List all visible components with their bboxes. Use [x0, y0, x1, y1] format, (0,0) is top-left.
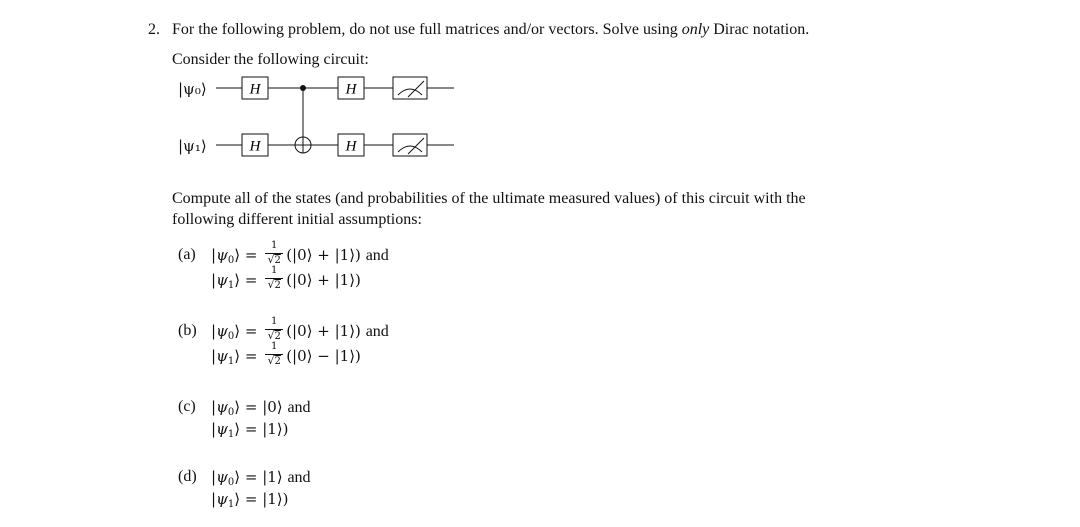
frac-one-over-root-two: $\frac{1}{√2}$	[263, 270, 285, 290]
part-b-psi0-eq: $|\psi_0⟩$ = $\frac{1}{√2}$ (|0⟩ + |1⟩) and	[211, 316, 389, 342]
part-c-label: (c)	[178, 398, 196, 415]
frac-one-over-root-two: $\frac{1}{√2}$	[263, 245, 285, 265]
part-d-label: (d)	[178, 468, 197, 485]
compute-line-2: following different initial assumptions:	[172, 211, 422, 228]
circuit-input-psi1: |ψ₁⟩	[178, 137, 207, 155]
gate-label-h2: H	[249, 138, 261, 155]
part-a-psi0-eq: $|\psi_0⟩$ = $\frac{1}{√2}$ (|0⟩ + |1⟩) and	[211, 240, 389, 266]
compute-line-1: Compute all of the states (and probabilities of the ultimate measured values) of this circuit with the	[172, 190, 806, 207]
part-a-psi1-eq: $|\psi_1⟩$ = $\frac{1}{√2}$ (|0⟩ + |1⟩)	[211, 265, 361, 291]
part-d-psi1-eq: $|\psi_1⟩$ = |1⟩)	[211, 490, 289, 510]
part-b-psi1-eq: $|\psi_1⟩$ = $\frac{1}{√2}$ (|0⟩ − |1⟩)	[211, 341, 361, 367]
part-b-label: (b)	[178, 322, 197, 339]
consider-text: Consider the following circuit:	[172, 51, 369, 68]
part-c-psi0-eq: $|\psi_0⟩$ = |0⟩ and	[211, 398, 311, 418]
gate-label-h1: H	[249, 81, 261, 98]
intro-text: For the following problem, do not use full matrices and/or vectors. Solve using	[172, 21, 682, 38]
intro-emphasis: only	[681, 21, 710, 38]
part-d-psi0-eq: $|\psi_0⟩$ = |1⟩ and	[211, 468, 311, 488]
frac-one-over-root-two: $\frac{1}{√2}$	[263, 321, 285, 341]
intro-text-end: Dirac notation.	[709, 21, 810, 38]
gate-label-h3: H	[345, 81, 357, 98]
gate-label-h4: H	[345, 138, 357, 155]
circuit-input-psi0: |ψ₀⟩	[178, 80, 207, 98]
problem-number: 2.	[148, 21, 160, 38]
cnot-control-dot	[300, 85, 306, 91]
frac-one-over-root-two: $\frac{1}{√2}$	[263, 346, 285, 366]
part-a-label: (a)	[178, 246, 196, 263]
part-c-psi1-eq: $|\psi_1⟩$ = |1⟩)	[211, 420, 289, 440]
